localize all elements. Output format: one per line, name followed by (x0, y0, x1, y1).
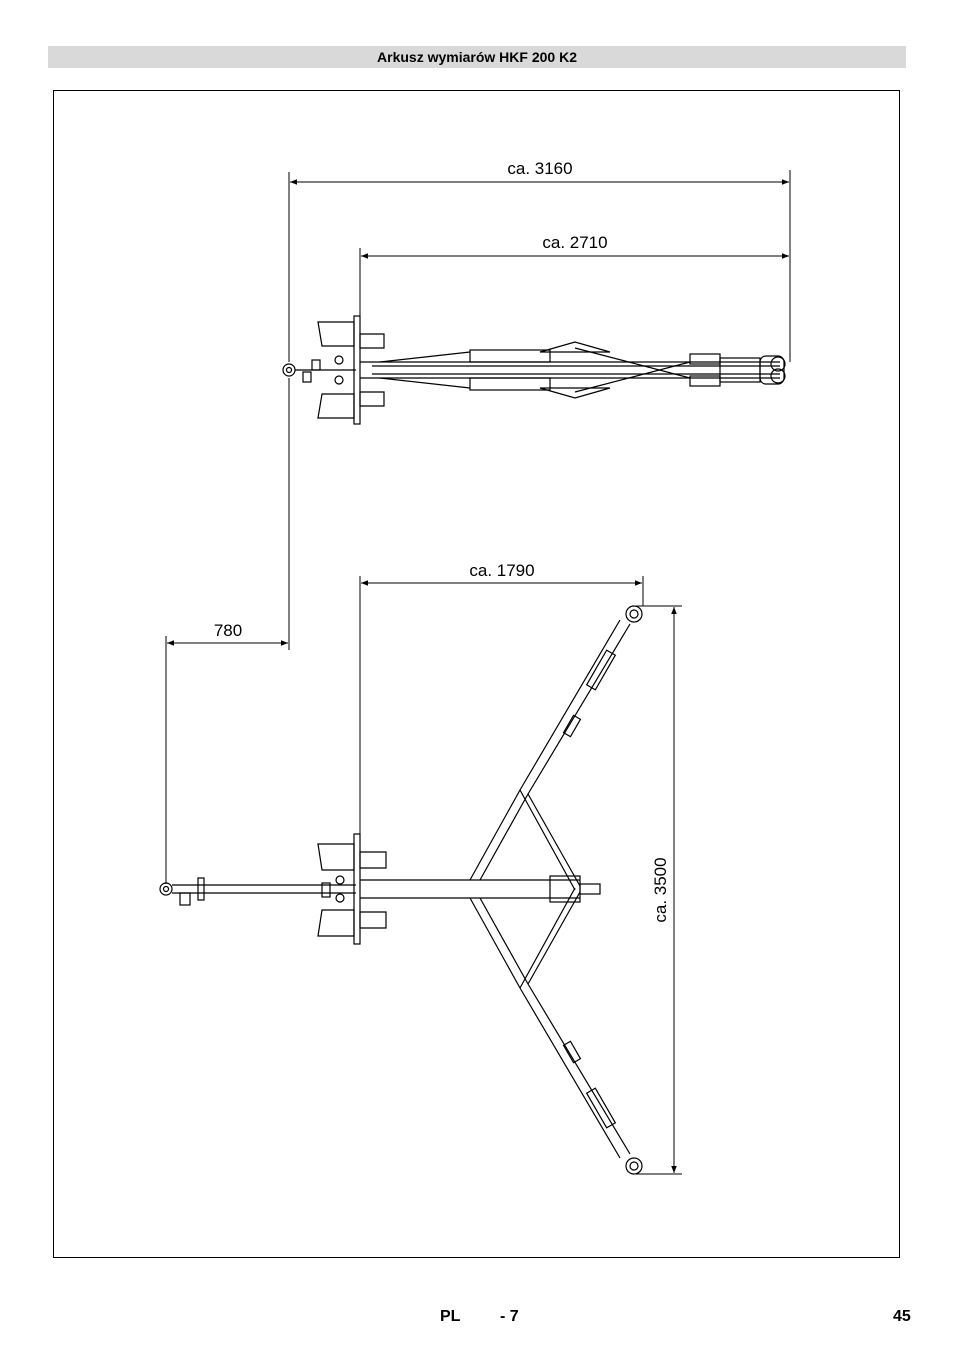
dim-label-drawbar-offset: 780 (213, 621, 243, 640)
footer-section: - 7 (500, 1308, 519, 1325)
folded-machine-drawing (283, 316, 785, 424)
unfolded-machine-drawing (160, 606, 642, 1174)
dimension-spread-width (636, 606, 682, 1174)
dim-label-overall-length: ca. 3160 (507, 159, 573, 178)
footer-language: PL (440, 1308, 461, 1325)
dim-label-spread-width: ca. 3500 (651, 857, 670, 923)
dimension-drawbar-offset (166, 621, 288, 884)
dimension-frame-length-unfolded (360, 561, 643, 834)
dim-label-frame-length-folded: ca. 2710 (542, 233, 608, 252)
dim-label-frame-length-unfolded: ca. 1790 (469, 561, 535, 580)
dimension-frame-length-folded (360, 233, 789, 316)
dimension-overall-length (289, 159, 790, 362)
page-title: Arkusz wymiarów HKF 200 K2 (377, 49, 577, 65)
page-number: 45 (893, 1308, 911, 1325)
